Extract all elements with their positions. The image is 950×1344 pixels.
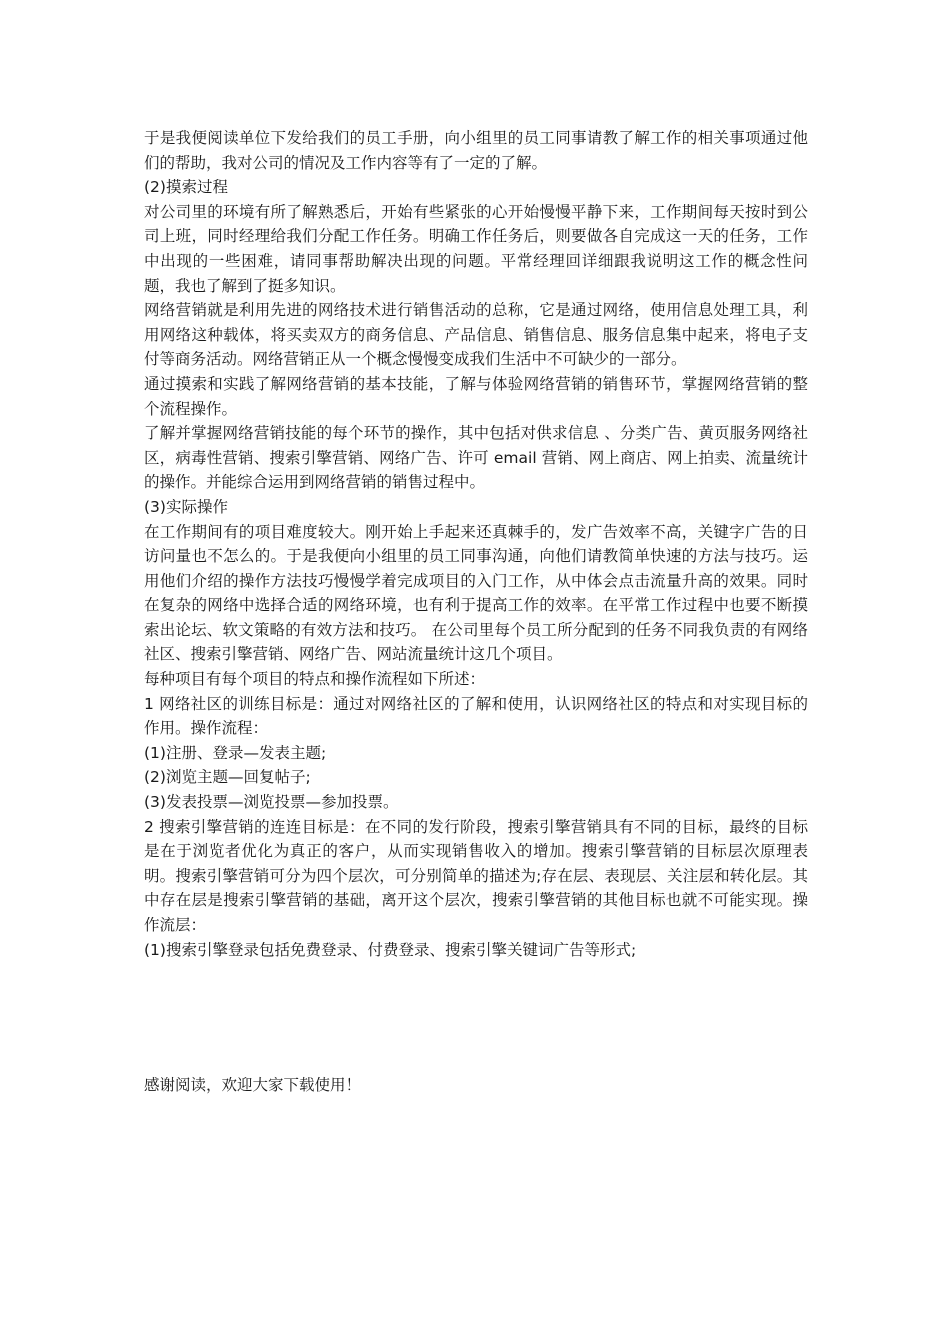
list-item-step-1: (1)注册、登录—发表主题; [144,743,327,762]
closing-note: 感谢阅读，欢迎大家下载使用！ [144,1076,362,1094]
paragraph-skills: 通过摸索和实践了解网络营销的基本技能，了解与体验网络营销的销售环节，掌握网络营销的整个流程操作。 [144,374,808,418]
paragraph-intro: 于是我便阅读单位下发给我们的员工手册，向小组里的员工同事请教了解工作的相关事项通过他们的帮助，我对公司的情况及工作内容等有了一定的了解。 [144,129,808,172]
document-body [144,126,808,962]
paragraph-operations: 了解并掌握网络营销技能的每个环节的操作，其中包括对供求信息 、分类广告、黄页服务网络社区，病毒性营销、搜索引擎营销、网络广告、许可 email 营销、网上商店、网上拍卖、流量统计的操作。并能综合运用到网络营销的销售过程中。 [144,424,808,492]
paragraph-community-goal: 1 网络社区的训练目标是：通过对网络社区的了解和使用，认识网络社区的特点和对实现目标的作用。操作流程： [144,694,808,738]
paragraph-exploration: 对公司里的环境有所了解熟悉后，开始有些紧张的心开始慢慢平静下来，工作期间每天按时到公司上班，同时经理给我们分配工作任务。明确工作任务后，则要做各自完成这一天的任务，工作中出现的一些困难，请同事帮助解决出现的问题。平常经理回详细跟我说明这工作的概念性问题，我也了解到了挺多知识。 [144,202,808,295]
heading-practice: (3)实际操作 [144,497,228,516]
paragraph-project-intro: 每种项目有每个项目的特点和操作流程如下所述： [144,670,486,689]
list-item-sem-step-1: (1)搜索引擎登录包括免费登录、付费登录、搜索引擎关键词广告等形式; [144,940,637,959]
paragraph-network-marketing-definition: 网络营销就是利用先进的网络技术进行销售活动的总称，它是通过网络，使用信息处理工具，利用网络这种载体，将买卖双方的商务信息、产品信息、销售信息、服务信息集中起来，将电子支付等商务活动。网络营销正从一个概念慢慢变成我们生活中不可缺少的一部分。 [144,301,808,369]
paragraph-sem-goal: 2 搜索引擎营销的连连目标是：在不同的发行阶段，搜索引擎营销具有不同的目标，最终的目标是在于浏览者优化为真正的客户，从而实现销售收入的增加。搜索引擎营销的目标层次原理表明。搜索引擎营销可分为四个层次，可分别简单的描述为;存在层、表现层、关注层和转化层。其中存在层是搜索引擎营销的基础，离开这个层次，搜索引擎营销的其他目标也就不可能实现。操作流层： [144,817,808,934]
list-item-step-3: (3)发表投票—浏览投票—参加投票。 [144,793,399,812]
list-item-step-2: (2)浏览主题—回复帖子; [144,768,311,787]
heading-exploration: (2)摸索过程 [144,178,228,197]
paragraph-practice: 在工作期间有的项目难度较大。刚开始上手起来还真棘手的，发广告效率不高，关键字广告的日访问量也不怎么的。于是我便向小组里的员工同事沟通，向他们请教简单快速的方法与技巧。运用他们介绍的操作方法技巧慢慢学着完成项目的入门工作，从中体会点击流量升高的效果。同时在复杂的网络中选择合适的网络环境，也有利于提高工作的效率。在平常工作过程中也要不断摸索出论坛、软文策略的有效方法和技巧。 在公司里每个员工所分配到的任务不同我负责的有网络社区、搜索引擎营销、网络广告、网站流量统计这几个项目。 [144,522,808,664]
